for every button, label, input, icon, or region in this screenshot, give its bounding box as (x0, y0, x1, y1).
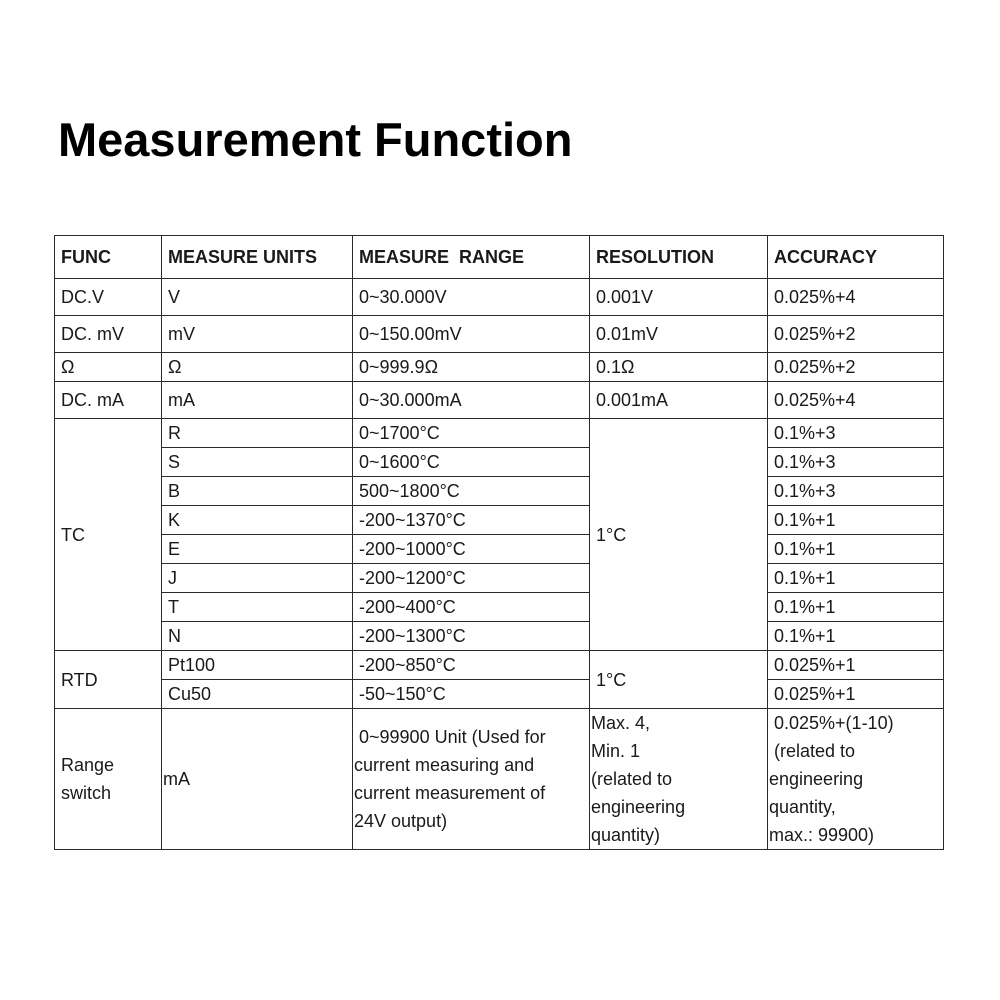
cell-range: 0~150.00mV (353, 316, 590, 353)
range-line: current measurement of (354, 783, 546, 803)
cell-range: 500~1800°C (353, 477, 590, 506)
func-line: Range (61, 755, 115, 775)
cell-resolution: 0.001mA (590, 382, 768, 419)
cell-func: DC. mA (55, 382, 162, 419)
cell-range: -200~850°C (353, 651, 590, 680)
cell-accuracy: 0.025%+4 (768, 279, 944, 316)
cell-resolution-rtd: 1°C (590, 651, 768, 709)
accuracy-line: engineering (769, 769, 864, 789)
header-accuracy: ACCURACY (768, 236, 944, 279)
table-row-ohm (55, 353, 944, 382)
func-line: switch (61, 783, 112, 803)
cell-range: 0~30.000mA (353, 382, 590, 419)
cell-accuracy-range-switch (768, 709, 944, 850)
measurement-function-table (54, 235, 944, 850)
cell-accuracy: 0.1%+1 (768, 564, 944, 593)
table-header-row (55, 236, 944, 279)
table-row-dcma (55, 382, 944, 419)
cell-accuracy: 0.025%+2 (768, 316, 944, 353)
cell-unit: mV (162, 316, 353, 353)
cell-unit: Ω (162, 353, 353, 382)
table-row-rtd-pt100 (55, 651, 944, 680)
cell-accuracy: 0.1%+1 (768, 593, 944, 622)
cell-accuracy: 0.025%+2 (768, 353, 944, 382)
cell-func-tc: TC (55, 419, 162, 651)
table-row-tc-k (55, 506, 944, 535)
table-row-tc-t (55, 593, 944, 622)
cell-unit: J (162, 564, 353, 593)
resolution-line: Min. 1 (591, 741, 641, 761)
cell-range: -200~1200°C (353, 564, 590, 593)
cell-func: DC.V (55, 279, 162, 316)
header-func: FUNC (55, 236, 162, 279)
cell-func: Ω (55, 353, 162, 382)
cell-resolution-tc: 1°C (590, 419, 768, 651)
cell-unit: Cu50 (162, 680, 353, 709)
cell-accuracy: 0.1%+1 (768, 535, 944, 564)
resolution-line: quantity) (591, 825, 661, 845)
range-line: current measuring and (354, 755, 535, 775)
table-row-dcv (55, 279, 944, 316)
cell-unit: Pt100 (162, 651, 353, 680)
cell-func: DC. mV (55, 316, 162, 353)
cell-accuracy: 0.1%+1 (768, 506, 944, 535)
cell-range: -200~1300°C (353, 622, 590, 651)
cell-range: -200~1000°C (353, 535, 590, 564)
header-measure-units: MEASURE UNITS (162, 236, 353, 279)
cell-unit: B (162, 477, 353, 506)
page-title: Measurement Function (58, 113, 573, 166)
range-line: 0~99900 Unit (Used for (359, 727, 546, 747)
cell-range: -200~1370°C (353, 506, 590, 535)
resolution-line: Max. 4, (591, 713, 651, 733)
cell-range: 0~1700°C (353, 419, 590, 448)
resolution-line: (related to (591, 769, 673, 789)
cell-accuracy: 0.025%+1 (768, 651, 944, 680)
table-row-tc-e (55, 535, 944, 564)
cell-range: -50~150°C (353, 680, 590, 709)
table-row-rtd-cu50 (55, 680, 944, 709)
table-row-tc-r (55, 419, 944, 448)
cell-unit: mA (162, 382, 353, 419)
header-resolution: RESOLUTION (590, 236, 768, 279)
header-measure-range: MEASURE RANGE (353, 236, 590, 279)
cell-range-range-switch (353, 709, 590, 850)
cell-resolution: 0.001V (590, 279, 768, 316)
table-row-range-switch (55, 709, 944, 850)
table-row-tc-b (55, 477, 944, 506)
cell-range: 0~30.000V (353, 279, 590, 316)
cell-range: 0~1600°C (353, 448, 590, 477)
cell-unit: T (162, 593, 353, 622)
cell-accuracy: 0.025%+1 (768, 680, 944, 709)
cell-unit: R (162, 419, 353, 448)
cell-unit: V (162, 279, 353, 316)
resolution-line: engineering (591, 797, 686, 817)
cell-resolution: 0.01mV (590, 316, 768, 353)
accuracy-line: (related to (769, 741, 856, 761)
cell-unit: N (162, 622, 353, 651)
cell-accuracy: 0.025%+4 (768, 382, 944, 419)
table-row-tc-n (55, 622, 944, 651)
cell-unit: E (162, 535, 353, 564)
accuracy-line: quantity, (769, 797, 836, 817)
table-row-tc-j (55, 564, 944, 593)
table-row-dcmv (55, 316, 944, 353)
cell-accuracy: 0.1%+3 (768, 419, 944, 448)
cell-unit: S (162, 448, 353, 477)
table-row-tc-s (55, 448, 944, 477)
cell-unit: K (162, 506, 353, 535)
accuracy-line: max.: 99900) (769, 825, 875, 845)
cell-accuracy: 0.1%+3 (768, 477, 944, 506)
cell-func-range-switch (55, 709, 162, 850)
cell-resolution: 0.1Ω (590, 353, 768, 382)
cell-range: 0~999.9Ω (353, 353, 590, 382)
cell-func-rtd: RTD (55, 651, 162, 709)
cell-accuracy: 0.1%+1 (768, 622, 944, 651)
cell-accuracy: 0.1%+3 (768, 448, 944, 477)
cell-range: -200~400°C (353, 593, 590, 622)
cell-resolution-range-switch (590, 709, 768, 850)
cell-unit: mA (162, 709, 353, 850)
range-line: 24V output) (354, 811, 448, 831)
accuracy-line: 0.025%+(1-10) (774, 713, 894, 733)
